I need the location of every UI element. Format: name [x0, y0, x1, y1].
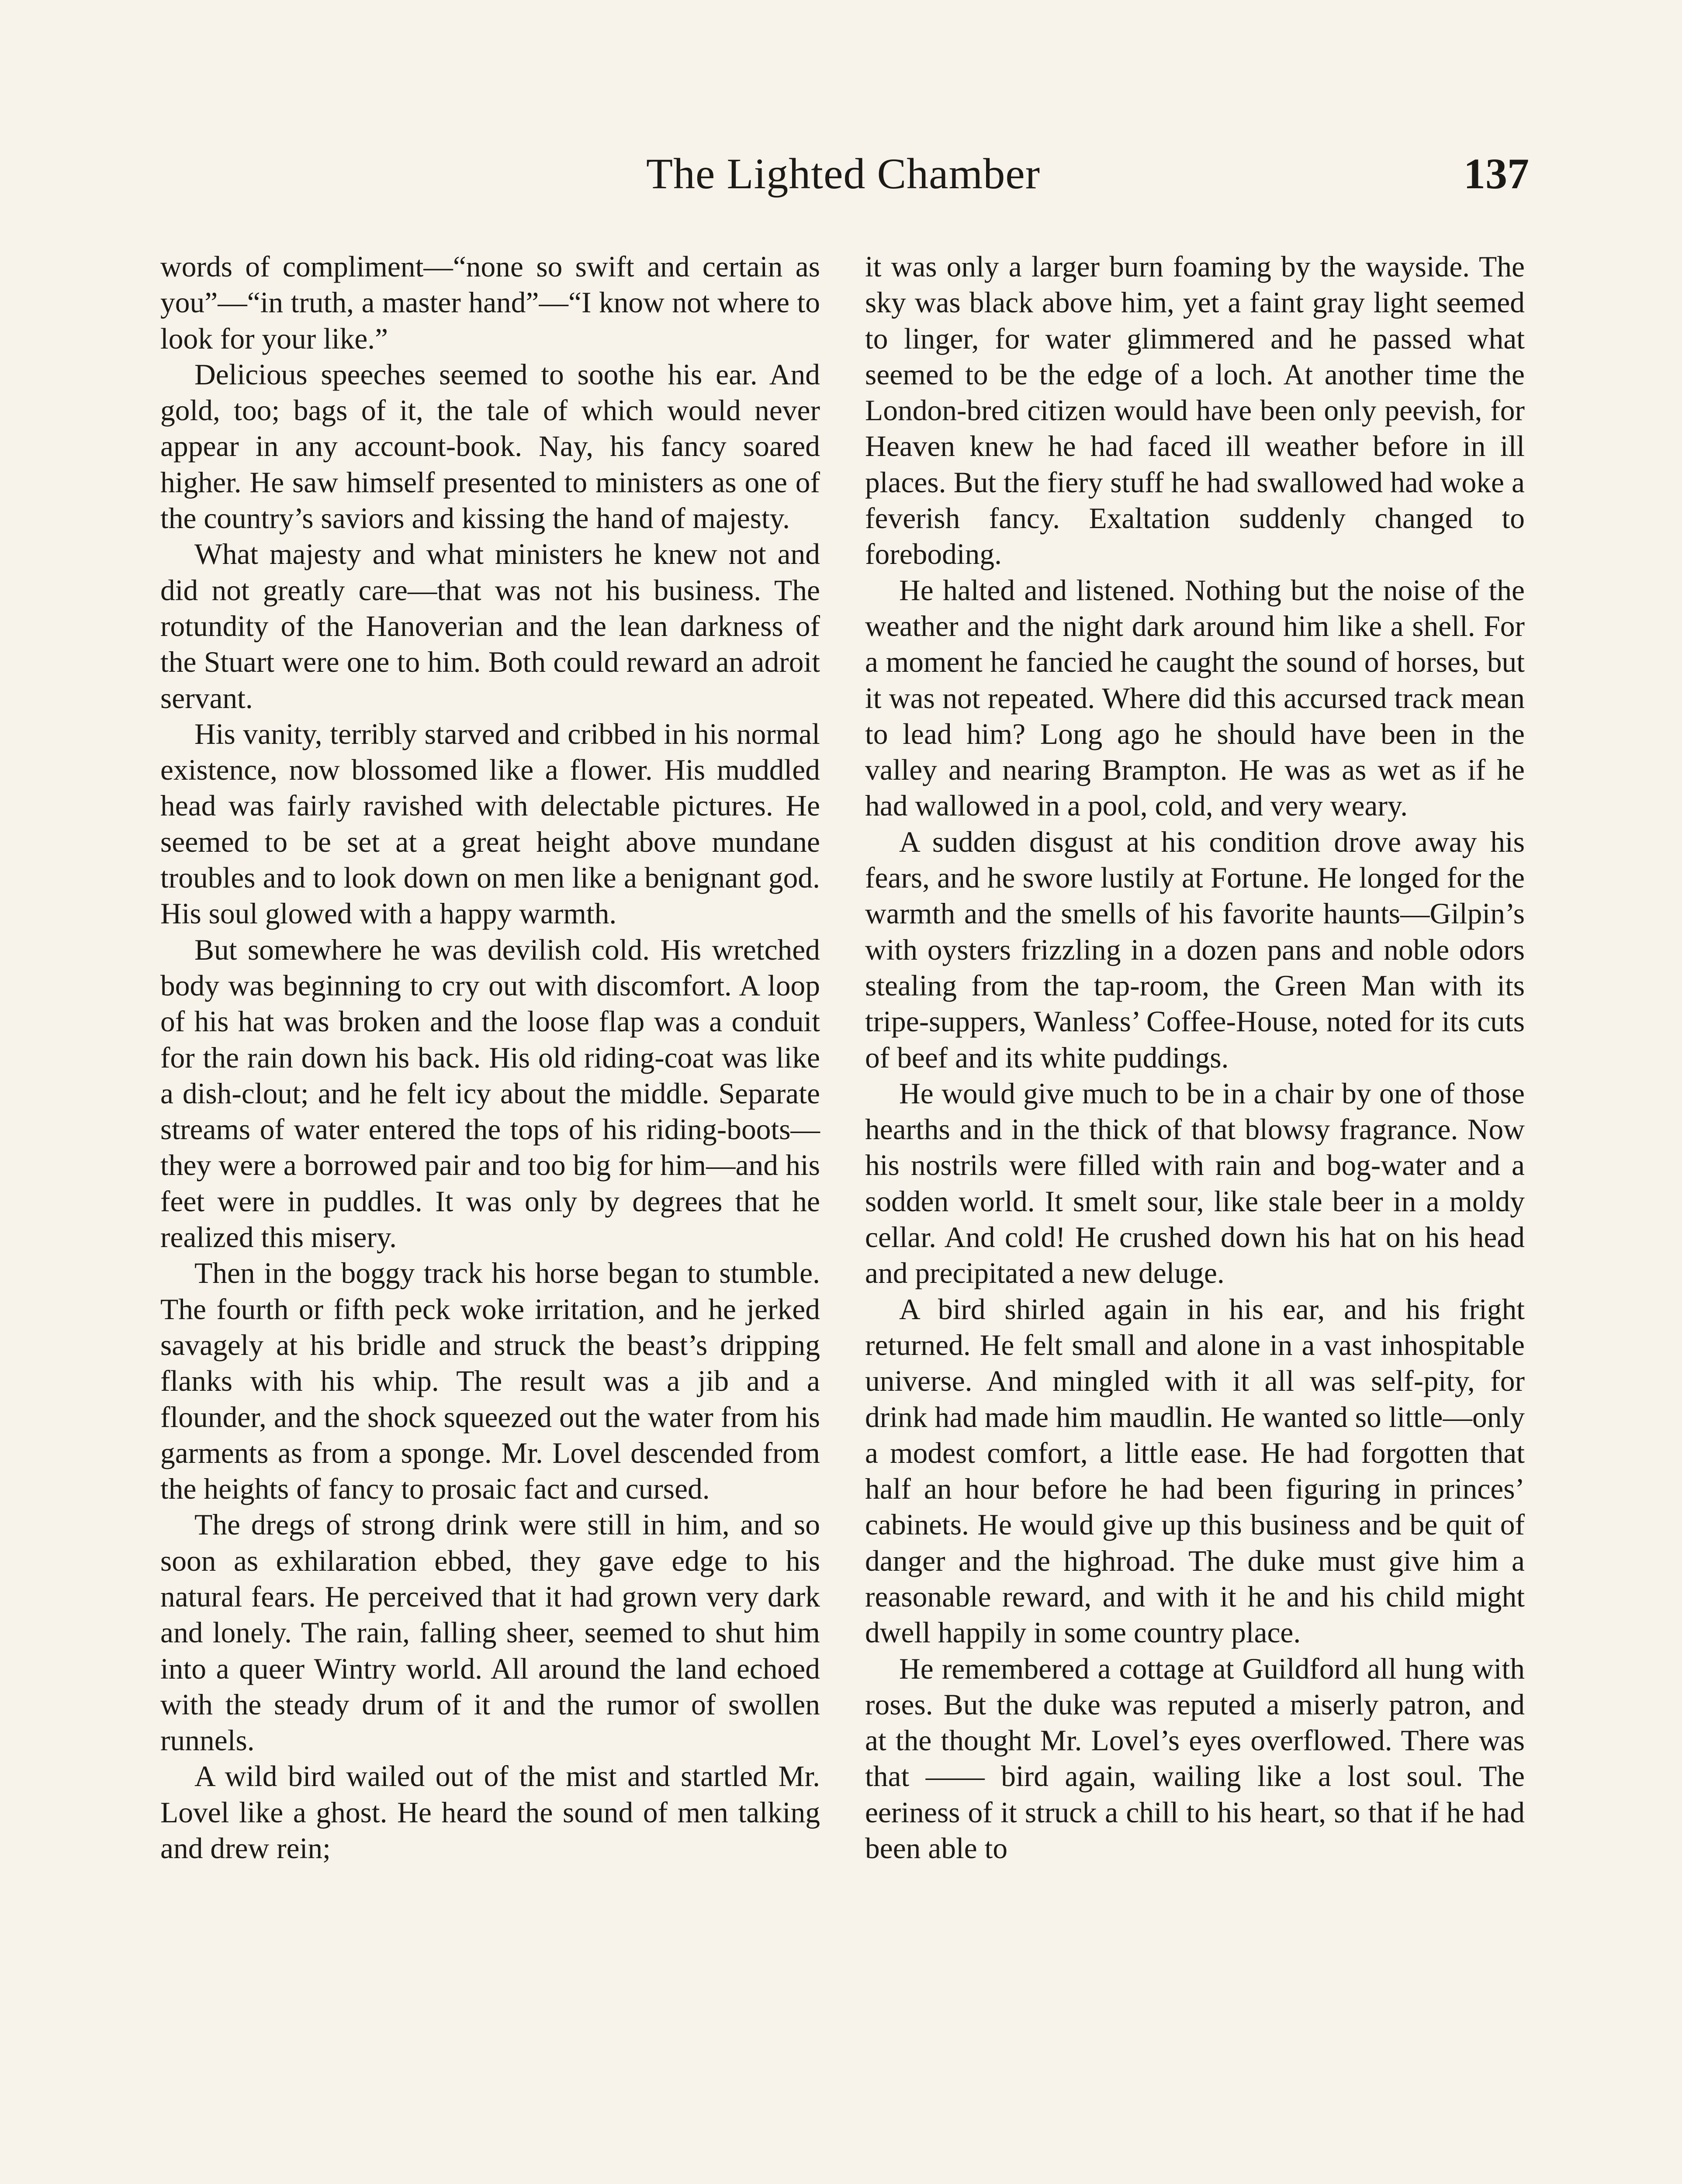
- paragraph: He halted and listened. Nothing but the noise of the weather and the night dark around him like a shell. For a moment he fancied he caught the sound of horses, but it was not repeated. Where did this accursed track mean to lead him? Long ago he should have been in the valley and nearing Brampton. He was as wet as if he had wallowed in a pool, cold, and very weary.: [865, 574, 1525, 822]
- paragraph: Delicious speeches seemed to soothe his ear. And gold, too; bags of it, the tale of which would never appear in any account-book. Nay, his fancy soared higher. He saw himself presented to ministers as one of the country’s saviors and kissing the hand of majesty.: [160, 358, 820, 535]
- left-column: [160, 249, 820, 1866]
- paragraph: What majesty and what ministers he knew not and did not greatly care—that was not his business. The rotundity of the Hanoverian and the lean darkness of the Stuart were one to him. Both could reward an adroit servant.: [160, 538, 820, 715]
- paragraph: A sudden disgust at his condition drove away his fears, and he swore lustily at Fortune. He longed for the warmth and the smells of his favorite haunts—Gilpin’s with oysters frizzling in a dozen pans and noble odors stealing from the tap-room, the Green Man with its tripe-suppers, Wanless’ Coffee-House, noted for its cuts of beef and its white puddings.: [865, 825, 1525, 1074]
- running-head: [157, 149, 1529, 201]
- paragraph: A wild bird wailed out of the mist and startled Mr. Lovel like a ghost. He heard the sound of men talking and drew rein;: [160, 1760, 820, 1865]
- paragraph: His vanity, terribly starved and cribbed in his normal existence, now blossomed like a flower. His muddled head was fairly ravished with delectable pictures. He seemed to be set at a great height above mundane troubles and to look down on men like a benignant god. His soul glowed with a happy warmth.: [160, 717, 820, 930]
- right-column: [865, 249, 1525, 1866]
- paragraph: A bird shirled again in his ear, and his fright returned. He felt small and alone in a vast inhospitable universe. And mingled with it all was self-pity, for drink had made him maudlin. He wanted so little—only a modest comfort, a little ease. He had forgotten that half an hour before he had been figuring in princes’ cabinets. He would give up this business and be quit of danger and the highroad. The duke must give him a reasonable reward, and with it he and his child might dwell happily in some country place.: [865, 1292, 1525, 1649]
- page-number: 137: [1464, 149, 1529, 198]
- running-title: The Lighted Chamber: [646, 149, 1041, 198]
- paragraph: The dregs of strong drink were still in him, and so soon as exhilaration ebbed, they gave edge to his natural fears. He perceived that it had grown very dark and lonely. The rain, falling sheer, seemed to shut him into a queer Wintry world. All around the land echoed with the steady drum of it and the rumor of swollen runnels.: [160, 1508, 820, 1757]
- paragraph: He would give much to be in a chair by one of those hearths and in the thick of that blowsy fragrance. Now his nostrils were filled with rain and bog-water and a sodden world. It smelt sour, like stale beer in a moldy cellar. And cold! He crushed down his hat on his head and precipitated a new deluge.: [865, 1077, 1525, 1290]
- paragraph: words of compliment—“none so swift and certain as you”—“in truth, a master hand”—“I know not where to look for your like.”: [160, 250, 820, 355]
- paragraph: But somewhere he was devilish cold. His wretched body was beginning to cry out with discomfort. A loop of his hat was broken and the loose flap was a conduit for the rain down his back. His old riding-coat was like a dish-clout; and he felt icy about the middle. Separate streams of water entered the tops of his riding-boots—they were a borrowed pair and too big for him—and his feet were in puddles. It was only by degrees that he realized this misery.: [160, 933, 820, 1254]
- paragraph: Then in the boggy track his horse began to stumble. The fourth or fifth peck woke irritation, and he jerked savagely at his bridle and struck the beast’s dripping flanks with his whip. The result was a jib and a flounder, and the shock squeezed out the water from his garments as from a sponge. Mr. Lovel descended from the heights of fancy to prosaic fact and cursed.: [160, 1257, 820, 1506]
- paragraph: it was only a larger burn foaming by the wayside. The sky was black above him, yet a faint gray light seemed to linger, for water glimmered and he passed what seemed to be the edge of a loch. At another time the London-bred citizen would have been only peevish, for Heaven knew he had faced ill weather before in ill places. But the fiery stuff he had swallowed had woke a feverish fancy. Exaltation suddenly changed to foreboding.: [865, 250, 1525, 571]
- paragraph: He remembered a cottage at Guildford all hung with roses. But the duke was reputed a miserly patron, and at the thought Mr. Lovel’s eyes overflowed. There was that —— bird again, wailing like a lost soul. The eeriness of it struck a chill to his heart, so that if he had been able to: [865, 1652, 1525, 1865]
